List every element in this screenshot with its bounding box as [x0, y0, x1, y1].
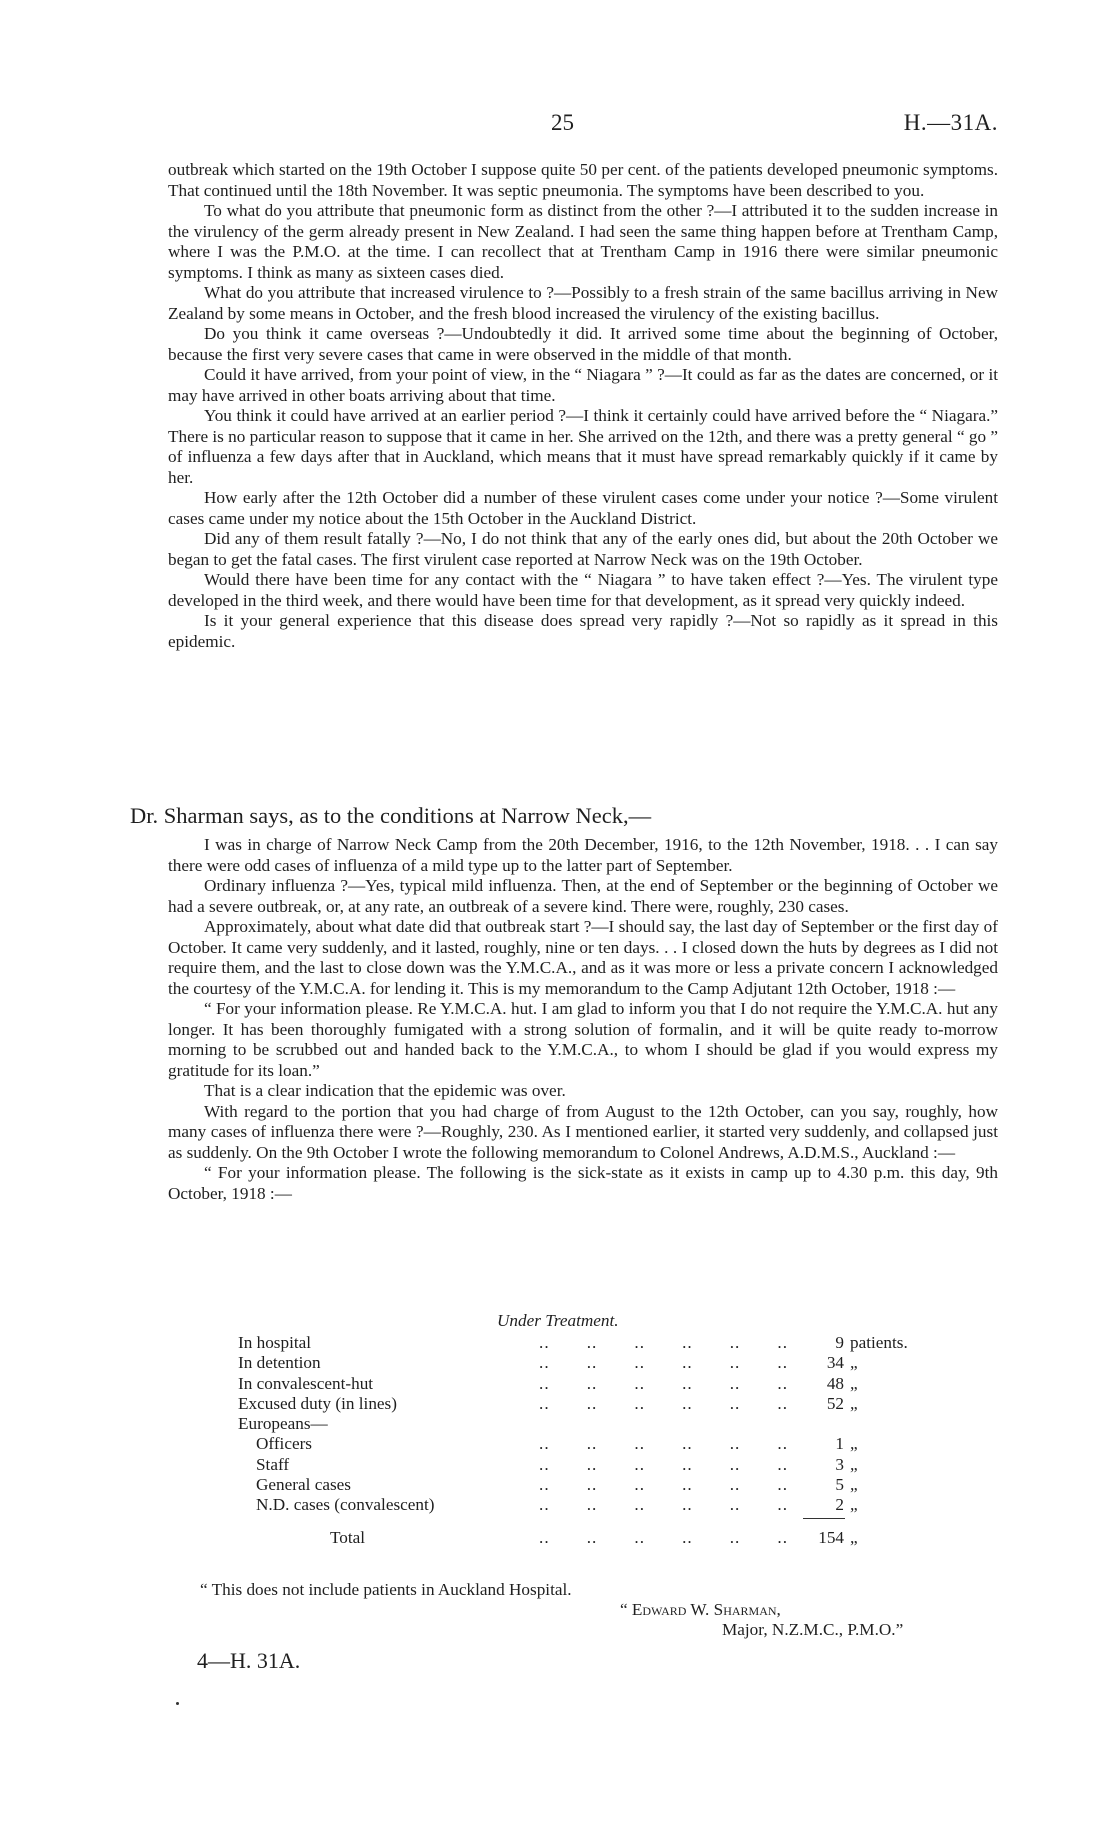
leader-dots: .. .. .. .. .. .. — [539, 1495, 788, 1515]
row-unit: „ — [850, 1475, 858, 1495]
row-value: 5 — [835, 1475, 844, 1495]
row-value: 2 — [835, 1495, 844, 1515]
paragraph: Did any of them result fatally ?—No, I do not think that any of the early ones did, but about the 20th October we began to get the fatal cases. The first virulent case reported at Narrow Neck was on the 19th October. — [168, 529, 998, 569]
ink-mark — [176, 1702, 179, 1705]
row-unit: „ — [850, 1373, 858, 1393]
row-unit: „ — [850, 1454, 858, 1474]
row-label: Excused duty (in lines) — [238, 1393, 397, 1413]
paragraph: That is a clear indication that the epidemic was over. — [204, 1081, 566, 1100]
paragraph: Is it your general experience that this disease does spread very rapidly ?—Not so rapidly as it spread in this epidemic. — [168, 611, 998, 651]
document-reference: H.—31A. — [903, 110, 998, 135]
total-unit: „ — [850, 1527, 858, 1547]
table-row — [238, 1414, 918, 1434]
row-unit: „ — [850, 1393, 858, 1413]
row-value: 34 — [826, 1353, 844, 1373]
paragraph: Ordinary influenza ?—Yes, typical mild influenza. Then, at the end of September or the beginning of October we had a severe outbreak, or, at any rate, an outbreak of a severe kind. There were, roughly, 230 cases. — [168, 876, 998, 916]
memorandum-quote: “ For your information please. The following is the sick-state as it exists in camp up to 4.30 p.m. this day, 9th October, 1918 :— — [168, 1163, 998, 1203]
row-value: 52 — [826, 1393, 844, 1413]
page-footer: 4—H. 31A. — [197, 1648, 301, 1673]
total-row — [238, 1528, 918, 1548]
row-label: Staff — [256, 1454, 290, 1474]
page-header — [168, 110, 998, 140]
row-label: General cases — [256, 1475, 351, 1495]
row-value: 9 — [835, 1333, 844, 1352]
table-row — [238, 1495, 918, 1515]
table-row — [238, 1353, 918, 1373]
total-rule — [803, 1518, 845, 1519]
table-title: Under Treatment. — [497, 1311, 619, 1330]
paragraph: Approximately, about what date did that outbreak start ?—I should say, the last day of September or the first day of October. It came very suddenly, and it lasted, roughly, nine or ten days. . . I closed down the huts by degrees as I did not require them, and the last to close down was the Y.M.C.A., and as it was more or less a private concern I acknowledged the courtesy of the Y.M.C.A. for lending it. This is my memorandum to the Camp Adjutant 12th October, 1918 :— — [168, 917, 998, 998]
paragraph: outbreak which started on the 19th October I suppose quite 50 per cent. of the patients developed pneumonic symptoms. That continued until the 18th November. It was septic pneumonia. The symptoms have been described to you. — [168, 160, 998, 200]
leader-dots: .. .. .. .. .. .. — [539, 1527, 788, 1547]
row-label: Officers — [256, 1434, 312, 1454]
table-row — [238, 1333, 918, 1353]
leader-dots: .. .. .. .. .. .. — [539, 1353, 788, 1373]
page-number: 25 — [551, 110, 574, 135]
leader-dots: .. .. .. .. .. .. — [539, 1373, 788, 1393]
leader-dots: .. .. .. .. .. .. — [539, 1475, 788, 1495]
row-label: In convalescent-hut — [238, 1373, 374, 1393]
total-label: Total — [330, 1527, 366, 1547]
paragraph: What do you attribute that increased virulence to ?—Possibly to a fresh strain of the same bacillus arriving in New Zealand by some means in October, and the fresh blood increased the virulency of the existing bacillus. — [168, 283, 998, 323]
memorandum-quote: “ For your information please. Re Y.M.C.A. hut. I am glad to inform you that I do not require the Y.M.C.A. hut any longer. It has been thoroughly fumigated with a strong solution of formalin, and it will be quite ready to-morrow morning to be scrubbed out and handed back to the Y.M.C.A., to whom I should be glad if you would express my gratitude for its loan.” — [168, 999, 998, 1080]
row-value: 48 — [826, 1373, 844, 1393]
signature-name: “ Edward W. Sharman, — [620, 1600, 781, 1619]
sick-state-table — [238, 1333, 918, 1548]
paragraph: Could it have arrived, from your point of view, in the “ Niagara ” ?—It could as far as the dates are concerned, or it may have arrived in other boats arriving about that time. — [168, 365, 998, 405]
row-value: 3 — [835, 1454, 844, 1474]
testimony-section-1 — [168, 160, 998, 652]
paragraph: Do you think it came overseas ?—Undoubtedly it did. It arrived some time about the beginning of October, because the first very severe cases that came in were observed in the middle of that month. — [168, 324, 998, 364]
row-unit: „ — [850, 1434, 858, 1454]
leader-dots: .. .. .. .. .. .. — [539, 1434, 788, 1454]
table-row — [238, 1434, 918, 1454]
row-label: N.D. cases (convalescent) — [256, 1495, 435, 1515]
row-unit: patients. — [850, 1333, 908, 1352]
table-row — [238, 1394, 918, 1414]
table-row — [238, 1374, 918, 1394]
row-unit: „ — [850, 1495, 858, 1515]
row-unit: „ — [850, 1353, 858, 1373]
testimony-section-2 — [168, 835, 998, 1204]
total-value: 154 — [818, 1527, 844, 1547]
row-label: Europeans— — [238, 1414, 328, 1434]
leader-dots: .. .. .. .. .. .. — [539, 1333, 788, 1352]
closing-note: “ This does not include patients in Auckland Hospital. — [200, 1580, 572, 1599]
leader-dots: .. .. .. .. .. .. — [539, 1454, 788, 1474]
paragraph: With regard to the portion that you had charge of from August to the 12th October, can you say, roughly, how many cases of influenza there were ?—Roughly, 230. As I mentioned earlier, it started very suddenly, and collapsed just as suddenly. On the 9th October I wrote the following memorandum to Colonel Andrews, A.D.M.S., Auckland :— — [168, 1101, 998, 1162]
paragraph: You think it could have arrived at an earlier period ?—I think it certainly could have arrived before the “ Niagara.” There is no particular reason to suppose that it came in her. She arrived on the 12th, and there was a pretty general “ go ” of influenza a few days after that in Auckland, which means that it must have spread remarkably quickly if it came by her. — [168, 406, 998, 487]
paragraph: Would there have been time for any contact with the “ Niagara ” to have taken effect ?—Yes. The virulent type developed in the third week, and there would have been time for that development, as it spread very quickly indeed. — [168, 570, 998, 610]
row-label: In detention — [238, 1353, 321, 1373]
paragraph: I was in charge of Narrow Neck Camp from the 20th December, 1916, to the 12th November, 1918. . . I can say there were odd cases of influenza of a mild type up to the latter part of September. — [168, 835, 998, 875]
table-row — [238, 1475, 918, 1495]
leader-dots: .. .. .. .. .. .. — [539, 1393, 788, 1413]
row-label: In hospital — [238, 1333, 312, 1352]
paragraph: To what do you attribute that pneumonic form as distinct from the other ?—I attributed it to the sudden increase in the virulency of the germ already present in New Zealand. I had seen the same thing happen before at Trentham Camp, where I was the P.M.O. at the time. I can recollect that at Trentham Camp in 1916 there were similar pneumonic symptoms. I think as many as sixteen cases died. — [168, 201, 998, 282]
row-value: 1 — [835, 1434, 844, 1454]
table-row — [238, 1455, 918, 1475]
paragraph: How early after the 12th October did a number of these virulent cases come under your notice ?—Some virulent cases came under my notice about the 15th October in the Auckland District. — [168, 488, 998, 528]
section-heading: Dr. Sharman says, as to the conditions at Narrow Neck,— — [130, 803, 652, 828]
signature-title: Major, N.Z.M.C., P.M.O.” — [722, 1620, 904, 1639]
